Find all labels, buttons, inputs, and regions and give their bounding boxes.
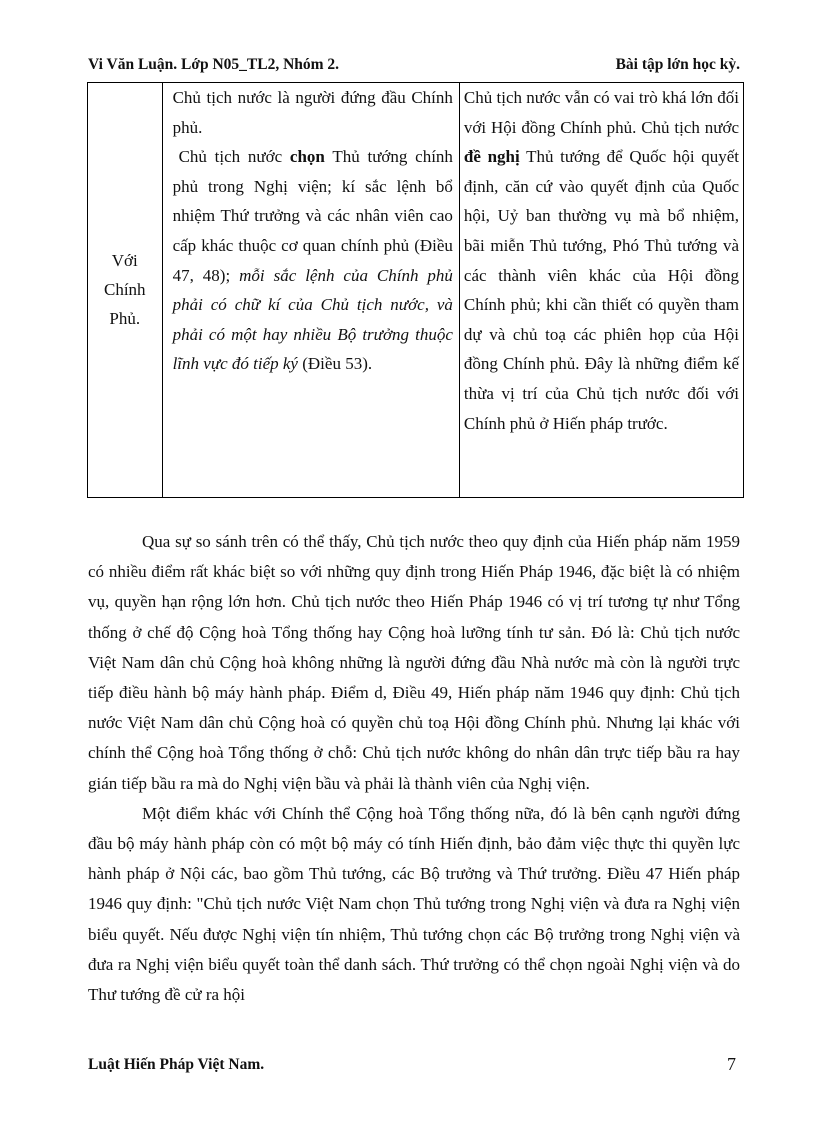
paragraph: Một điểm khác với Chính thể Cộng hoà Tổng thống nữa, đó là bên cạnh người đứng đầu bộ máy hành pháp còn có một bộ máy có tính Hiến định, bảo đảm việc thực thi quyền lực hành pháp ở Nội các, bao gồm Thủ tướng, các Bộ trưởng và Thứ trưởng. Điều 47 Hiến pháp 1946 quy định: "Chủ tịch nước Việt Nam chọn Thủ tướng trong Nghị viện và đưa ra Nghị viện biểu quyết. Nếu được Nghị viện tín nhiệm, Thủ tướng chọn các Bộ trưởng trong Nghị viện và đưa ra Nghị viện biểu quyết toàn thể danh sách. Thứ trưởng có thể chọn ngoài Nghị viện và do Thư tướng đề cử ra hội [88, 803, 740, 1005]
row-label-cell [88, 83, 163, 498]
bold-keyword: chọn [289, 147, 325, 167]
cell-text-p2: Chủ tịch nước chọn Thủ tướng chính phủ trong Nghị viện; kí sắc lệnh bổ nhiệm Thứ trưởng và các nhân viên cao cấp khác thuộc cơ quan chính phủ (Điều 47, 48); mỗi sắc lệnh của Chính phủ phải có chữ kí của Chủ tịch nước, và phải có một hay nhiều Bộ trưởng thuộc lĩnh vực đó tiếp ký (Điều 53). [172, 147, 453, 374]
row-label: Với Chính Phủ. [104, 251, 146, 329]
constitution-1946-cell [162, 83, 459, 498]
paragraph: Qua sự so sánh trên có thể thấy, Chủ tịch nước theo quy định của Hiến pháp năm 1959 có nhiều điểm rất khác biệt so với những quy định trong Hiến Pháp 1946, đặc biệt là có nhiệm vụ, quyền hạn rộng lớn hơn. Chủ tịch nước theo Hiến Pháp 1946 có vị trí tương tự như Tổng thống ở chế độ Cộng hoà Tổng thống hay Cộng hoà lưỡng tính tư sản. Đó là: Chủ tịch nước Việt Nam dân chủ Cộng hoà không những là người đứng đầu Nhà nước mà còn là người trực tiếp điều hành bộ máy hành pháp. Điểm d, Điều 49, Hiến pháp năm 1946 quy định: Chủ tịch nước Việt Nam dân chủ Cộng hoà có quyền chủ toạ Hội đồng Chính phủ. Nhưng lại khác với chính thể Cộng hoà Tổng thống ở chỗ: Chủ tịch nước không do nhân dân trực tiếp bầu ra hay gián tiếp bầu ra mà do Nghị viện bầu và phải là thành viên của Nghị viện. [88, 532, 740, 793]
cell-text-p1: Chủ tịch nước là người đứng đầu Chính phủ. [172, 88, 453, 137]
header-author: Vi Văn Luận. Lớp N05_TL2, Nhóm 2. [88, 56, 340, 73]
italic-quote: mỗi sắc lệnh của Chính phủ phải có chữ kí của Chủ tịch nước, và phải có một hay nhiều Bộ trưởng thuộc lĩnh vực đó tiếp ký [172, 265, 453, 374]
bold-keyword: đề nghị [463, 147, 520, 167]
page-number: 7 [727, 1054, 736, 1074]
header-assignment: Bài tập lớn học kỳ. [615, 56, 740, 73]
constitution-1959-cell: Chủ tịch nước vẫn có vai trò khá lớn đối với Hội đồng Chính phủ. Chủ tịch nước đề nghị Thủ tướng để Quốc hội quyết định, căn cứ vào quyết định của Quốc hội, Uỷ ban thường vụ mà bổ nhiệm, bãi miễn Thủ tướng, Phó Thủ tướng và các thành viên khác của Hội đồng Chính phủ; khi cần thiết có quyền tham dự và chủ toạ các phiên họp của Hội đồng Chính phủ. Đây là những điểm kế thừa vị trí của Chủ tịch nước đối với Chính phủ ở Hiến pháp trước. [459, 83, 743, 498]
table-row [88, 83, 744, 498]
body-text [88, 527, 740, 1010]
page-header [88, 56, 740, 76]
footer-course: Luật Hiến Pháp Việt Nam. [88, 1056, 265, 1073]
comparison-table [87, 82, 744, 498]
page-footer [88, 1056, 740, 1078]
